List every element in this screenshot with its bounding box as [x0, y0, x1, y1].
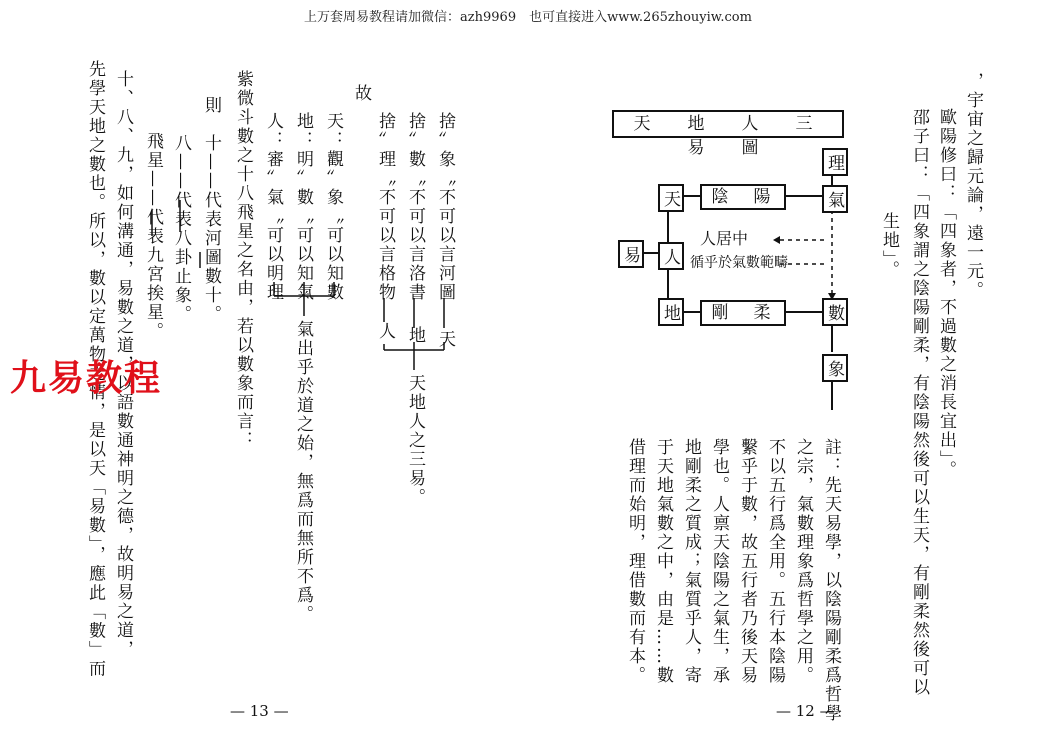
- text-column-1: ，宇宙之歸元論，遠一元。: [963, 72, 983, 300]
- page-header: 上万套周易教程请加微信：azh9969 也可直接进入www.265zhouyiw.com: [304, 10, 752, 25]
- text-column-2: 歐陽修曰：「四象者，不過數之消長宜出」。: [936, 108, 956, 480]
- page-number-right: — 12 —: [776, 702, 835, 720]
- label-ren-ju-zhong: 人居中: [700, 229, 749, 248]
- ze-char: 則: [201, 96, 221, 115]
- diagram-title: 天 地 人 三 易 圖: [612, 110, 844, 138]
- text-column-3: 邵子曰：「四象謂之陰陽剛柔，有陰陽然後可以生天，有剛柔然後可以: [909, 108, 929, 697]
- guan-row-2: 地：明〞數〝可以知氣: [293, 112, 313, 302]
- note-column-5: 學也。人禀天陰陽之氣生，承: [709, 438, 729, 685]
- box-xiang: 象: [822, 354, 848, 382]
- gu-char: 故: [351, 84, 371, 103]
- box-gangrou: 剛 柔: [700, 300, 786, 326]
- box-shu: 數: [822, 298, 848, 326]
- qi-chu-text: 氣出乎於道之始，無爲而無所不爲。: [293, 320, 313, 624]
- note-column-2: 之宗，氣數理象爲哲學之用。: [793, 438, 813, 685]
- item-feixing: 飛星——代表九宮挨星。: [143, 132, 163, 341]
- bracket-ren: 人: [375, 322, 395, 341]
- box-li: 理: [822, 148, 848, 176]
- guan-row-1: 天：觀〞象〝可以知數: [323, 112, 343, 302]
- box-yi: 易: [618, 240, 644, 268]
- bracket-di: 地: [405, 326, 425, 345]
- page-number-left: — 13 —: [230, 702, 289, 720]
- box-ren: 人: [658, 242, 684, 270]
- note-column-3: 不以五行爲全用。五行本陰陽: [765, 438, 785, 685]
- box-tian: 天: [658, 184, 684, 212]
- para-column-1: 十、八、九，如何溝通，易數之道，以語數通神明之德，故明易之道，: [113, 70, 133, 659]
- she-row-2: 捨〞數〝不可以言洛書: [405, 112, 425, 302]
- note-column-6: 地剛柔之質成；氣質乎人，寄: [681, 438, 701, 685]
- note-column-1: 註：先天易學，以陰陽剛柔爲哲學: [821, 438, 841, 723]
- note-column-4: 繫乎于數，故五行者乃後天易: [737, 438, 757, 685]
- box-di: 地: [658, 298, 684, 326]
- box-yinyang: 陰 陽: [700, 184, 786, 210]
- para-column-2: 先學天地之數也。所以，數以定萬物之情，是以天「易數」，應此「數」而: [85, 60, 105, 679]
- item-ba: 八——代表八卦止象。: [171, 134, 191, 324]
- she-row-1: 捨〞象〝不可以言河圖: [435, 112, 455, 302]
- bracket-tian: 天: [435, 330, 455, 349]
- ziwei-text: 紫微斗數之十八飛星之名由，若以數象而言：: [233, 70, 253, 450]
- watermark-logo: 九易教程: [10, 358, 163, 399]
- label-xun-hu: 循乎於氣數範疇: [690, 255, 788, 271]
- she-row-3: 捨〞理〝不可以言格物: [375, 112, 395, 302]
- item-shi: 十——代表河圖數十。: [201, 134, 221, 324]
- text-column-4: 生地」。: [879, 212, 899, 280]
- note-column-8: 借理而始明，理借數而有本。: [625, 438, 645, 685]
- tian-di-ren-text: 天地人之三易。: [405, 374, 425, 507]
- box-qi: 氣: [822, 185, 848, 213]
- note-column-7: 于天地氣數之中，由是……數: [653, 438, 673, 685]
- guan-row-3: 人：審〞氣〝可以明理: [263, 112, 283, 302]
